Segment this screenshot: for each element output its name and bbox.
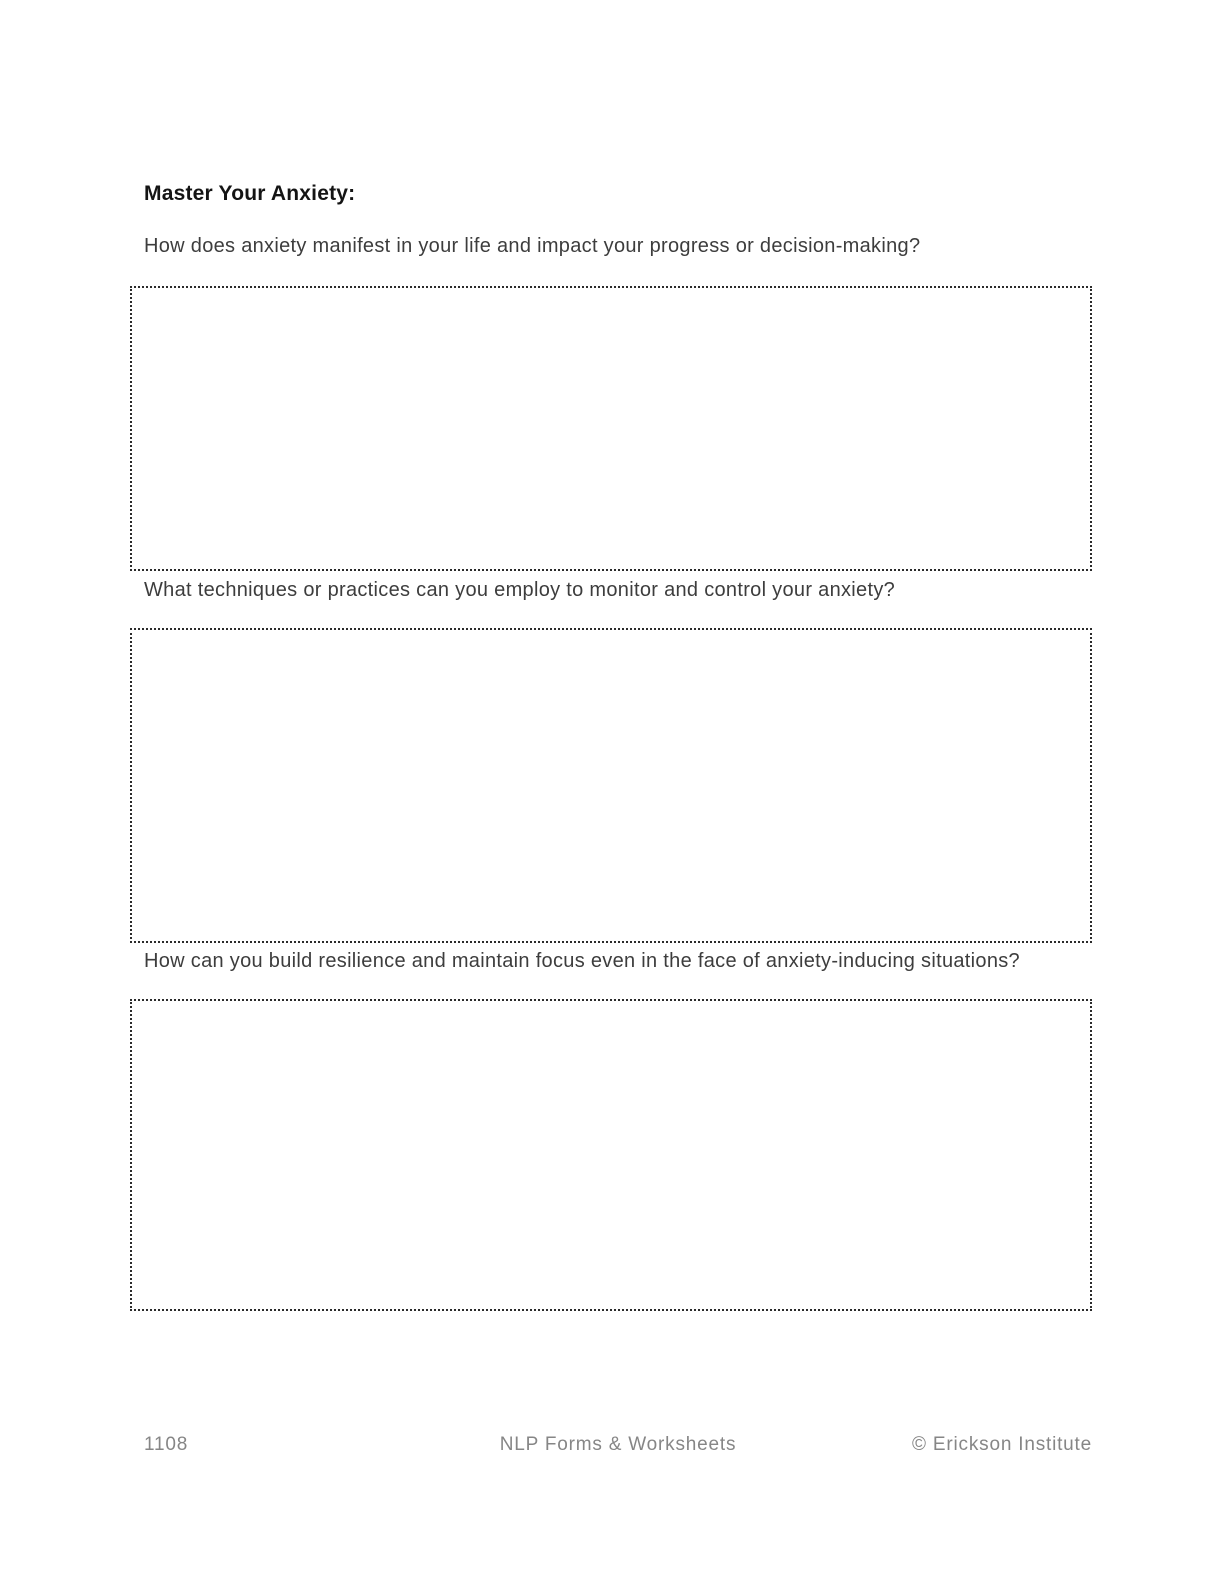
answer-box-3[interactable] <box>130 999 1092 1311</box>
footer-document-title: NLP Forms & Worksheets <box>499 1434 737 1455</box>
footer-copyright: © Erickson Institute <box>912 1434 1092 1455</box>
page-footer <box>130 1434 1092 1456</box>
question-3-label: How can you build resilience and maintain focus even in the face of anxiety-inducing situations? <box>144 950 1020 972</box>
answer-box-1[interactable] <box>130 286 1092 571</box>
page-title: Master Your Anxiety: <box>144 182 356 205</box>
question-2-label: What techniques or practices can you employ to monitor and control your anxiety? <box>144 579 896 601</box>
answer-box-2[interactable] <box>130 628 1092 943</box>
footer-page-number: 1108 <box>144 1434 189 1455</box>
question-1-label: How does anxiety manifest in your life and impact your progress or decision-making? <box>144 235 921 257</box>
worksheet-content <box>130 182 1092 1311</box>
